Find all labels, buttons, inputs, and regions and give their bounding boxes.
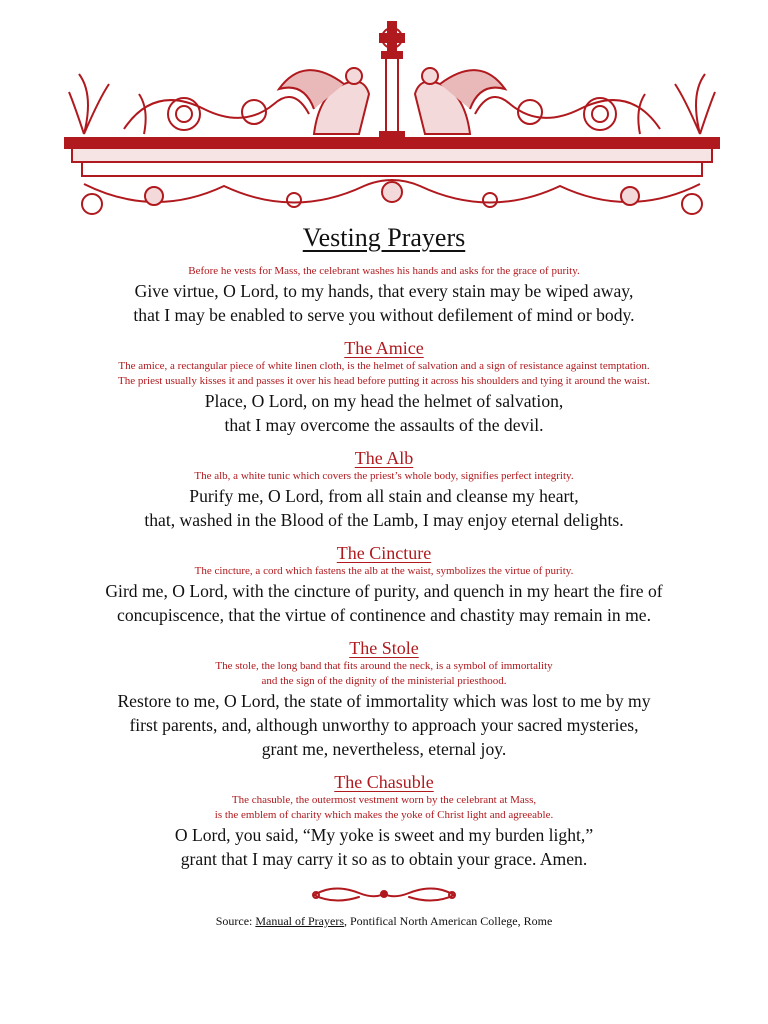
intro-prayer-line: Give virtue, O Lord, to my hands, that every stain may be wiped away, (134, 281, 634, 301)
section-prayer-line: that, washed in the Blood of the Lamb, I may enjoy eternal delights. (144, 510, 624, 530)
section-rubric-line: The stole, the long band that fits around the neck, is a symbol of immortality (215, 660, 553, 672)
section-prayer-line: Purify me, O Lord, from all stain and cleanse my heart, (189, 486, 579, 506)
intro-section (0, 264, 768, 327)
section-heading: The Stole (349, 638, 419, 658)
altar-angels-ornament-icon (64, 14, 720, 220)
scroll-flourish-icon (304, 881, 464, 907)
section-stole (0, 637, 768, 761)
section-rubric-line: The chasuble, the outermost vestment worn by the celebrant at Mass, (231, 794, 537, 806)
section-prayer-line: grant that I may carry it so as to obtain your grace. Amen. (180, 849, 588, 869)
section-prayer-line: O Lord, you said, “My yoke is sweet and my burden light,” (174, 825, 594, 845)
source-link-manual-of-prayers[interactable]: Manual of Prayers (255, 914, 344, 928)
section-rubric-line: The priest usually kisses it and passes it over his head before putting it across his shoulders and tying it around the waist. (118, 375, 650, 387)
intro-prayer-line: that I may be enabled to serve you without defilement of mind or body. (133, 305, 635, 325)
section-heading: The Cincture (336, 543, 432, 563)
section-rubric-line: and the sign of the dignity of the ministerial priesthood. (261, 675, 507, 687)
section-rubric-line: The cincture, a cord which fastens the alb at the waist, symbolizes the virtue of purity. (194, 565, 574, 577)
section-amice (0, 337, 768, 437)
document-body (0, 224, 768, 929)
section-prayer-line: Restore to me, O Lord, the state of immortality which was lost to me by my (117, 691, 651, 711)
section-prayer-line: concupiscence, that the virtue of continence and chastity may remain in me. (117, 605, 651, 625)
section-rubric-line: is the emblem of charity which makes the yoke of Christ light and agreeable. (214, 809, 554, 821)
section-heading: The Alb (354, 448, 414, 468)
intro-rubric: Before he vests for Mass, the celebrant washes his hands and asks for the grace of purity. (188, 265, 580, 277)
section-heading: The Amice (344, 338, 424, 358)
source-suffix: , Pontifical North American College, Rome (344, 914, 553, 928)
section-alb (0, 447, 768, 532)
section-cincture (0, 542, 768, 627)
section-prayer-line: Gird me, O Lord, with the cincture of purity, and quench in my heart the fire of (105, 581, 663, 601)
section-heading: The Chasuble (334, 772, 434, 792)
section-prayer-line: first parents, and, although unworthy to approach your sacred mysteries, (129, 715, 639, 735)
section-rubric-line: The alb, a white tunic which covers the priest’s whole body, signifies perfect integrity. (194, 470, 574, 482)
source-citation (0, 913, 768, 929)
source-prefix: Source: (215, 914, 256, 928)
section-chasuble (0, 771, 768, 871)
section-prayer-line: Place, O Lord, on my head the helmet of salvation, (204, 391, 564, 411)
section-prayer-line: that I may overcome the assaults of the devil. (224, 415, 544, 435)
section-prayer-line: grant me, nevertheless, eternal joy. (261, 739, 507, 759)
page-title: Vesting Prayers (302, 223, 466, 252)
section-rubric-line: The amice, a rectangular piece of white linen cloth, is the helmet of salvation and a sign of resistance against temptation. (118, 360, 650, 372)
